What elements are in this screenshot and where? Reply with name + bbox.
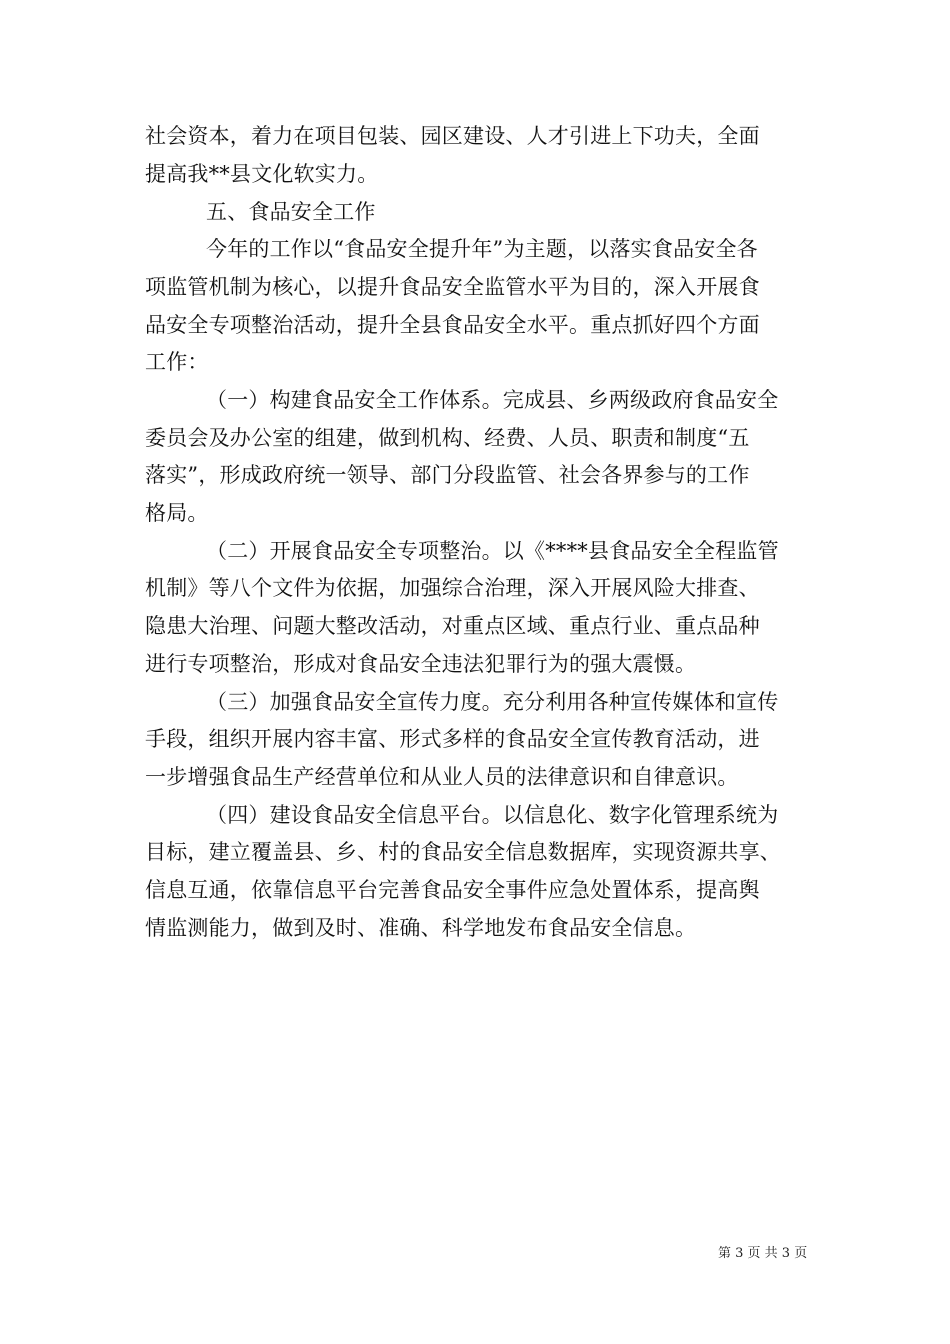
body-line: 目标，建立覆盖县、乡、村的食品安全信息数据库，实现资源共享、	[145, 840, 781, 864]
body-line: 机制》等八个文件为依据，加强综合治理，深入开展风险大排查、	[145, 576, 760, 600]
subsection-line: （三）加强食品安全宣传力度。充分利用各种宣传媒体和宣传	[206, 690, 779, 714]
body-line: 手段，组织开展内容丰富、形式多样的食品安全宣传教育活动，进	[145, 727, 760, 751]
body-line: 提高我**县文化软实力。	[145, 162, 379, 186]
body-line: 进行专项整治，形成对食品安全违法犯罪行为的强大震慑。	[145, 652, 697, 676]
body-line: 工作：	[145, 350, 209, 374]
section-heading: 五、食品安全工作	[206, 200, 376, 224]
body-line: 今年的工作以“食品安全提升年”为主题，以落实食品安全各	[206, 237, 758, 261]
body-line: 社会资本，着力在项目包装、园区建设、人才引进上下功夫，全面	[145, 124, 760, 148]
body-line: 格局。	[145, 501, 209, 525]
body-line: 品安全专项整治活动，提升全县食品安全水平。重点抓好四个方面	[145, 313, 760, 337]
body-line: 落实”，形成政府统一领导、部门分段监管、社会各界参与的工作	[145, 463, 750, 487]
body-line: 情监测能力，做到及时、准确、科学地发布食品安全信息。	[145, 916, 697, 940]
body-line: 隐患大治理、问题大整改活动，对重点区域、重点行业、重点品种	[145, 614, 760, 638]
body-line: 项监管机制为核心，以提升食品安全监管水平为目的，深入开展食	[145, 275, 760, 299]
subsection-line: （一）构建食品安全工作体系。完成县、乡两级政府食品安全	[206, 388, 779, 412]
body-line: 一步增强食品生产经营单位和从业人员的法律意识和自律意识。	[145, 765, 739, 789]
body-line: 信息互通，依靠信息平台完善食品安全事件应急处置体系，提高舆	[145, 878, 760, 902]
body-line: 委员会及办公室的组建，做到机构、经费、人员、职责和制度“五	[145, 426, 750, 450]
subsection-line: （四）建设食品安全信息平台。以信息化、数字化管理系统为	[206, 803, 779, 827]
subsection-line: （二）开展食品安全专项整治。以《****县食品安全全程监管	[206, 539, 779, 563]
page-number-footer: 第 3 页 共 3 页	[718, 1246, 808, 1261]
